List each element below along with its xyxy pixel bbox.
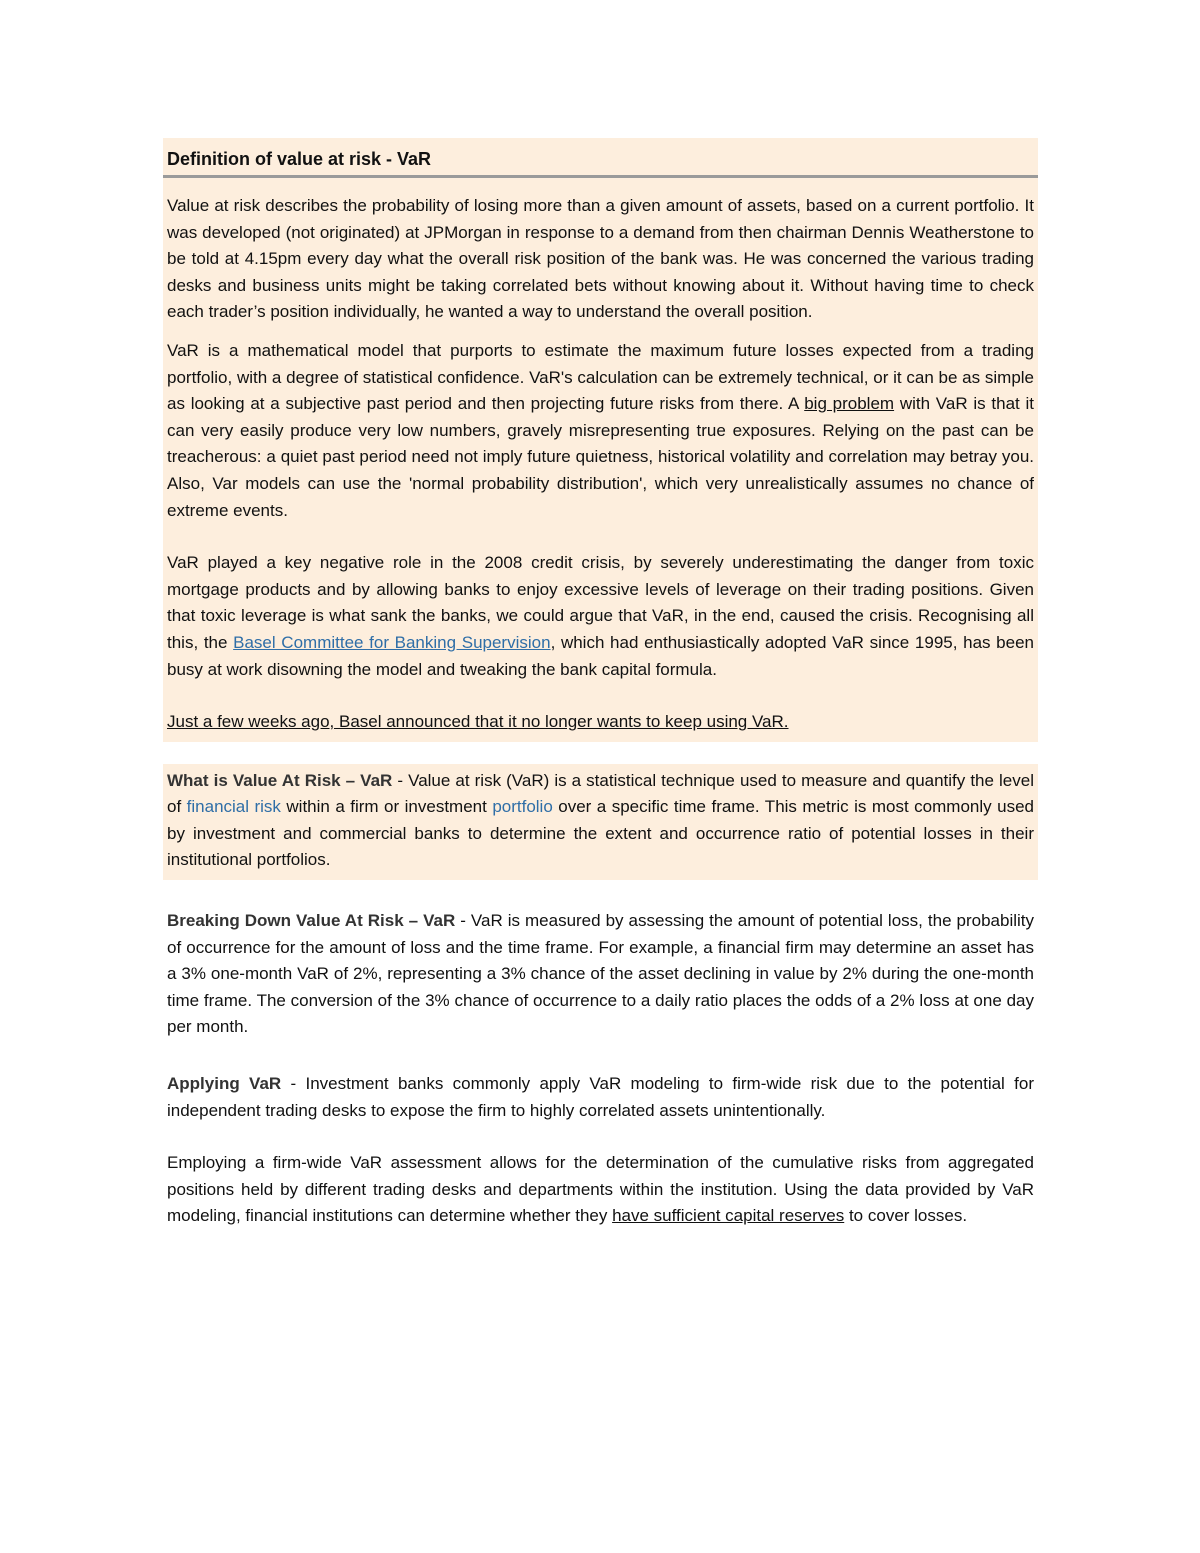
section-heading: Breaking Down Value At Risk – VaR [167, 911, 456, 931]
financial-risk-link[interactable]: financial risk [186, 797, 281, 817]
section-heading: What is Value At Risk – VaR [167, 770, 393, 790]
paragraph-firm-wide [163, 1150, 1038, 1230]
paragraph-text: VaR played a key negative role in the 2008 credit crisis, by severely underestimating the danger from toxic mortgage products and by allowing banks to enjoy excessive levels of leverage on their trading positions. Given that toxic leverage is what sank the banks, we could argue that VaR, in the end, caused the crisis. Recognising all this, the [167, 553, 1034, 652]
paragraph-applying-var [163, 1071, 1038, 1124]
paragraph-text: with VaR is that it can very easily produce very low numbers, gravely misrepresenting true exposures. Relying on the past can be treacherous: a quiet past period need not imply future quietness, historical volatility and correlation may betray you. Also, Var models can use the 'normal probability distribution', which very unrealistically assumes no chance of extreme events. [167, 394, 1035, 520]
paragraph-var-model [167, 338, 1034, 524]
paragraph-text: within a firm or investment [280, 797, 493, 817]
paragraph-breaking-down [163, 908, 1038, 1041]
title-block [163, 138, 1038, 178]
highlighted-section [163, 178, 1038, 742]
document-page [163, 138, 1038, 1230]
paragraph-text: - VaR is measured by assessing the amount of potential loss, the probability of occurrence for the amount of loss and the time frame. For example, a financial firm may determine an asset has a 3% one-month VaR of 2%, representing a 3% chance of the asset declining in value by 2% during the one-month time frame. The conversion of the 3% chance of occurrence to a daily ratio places the odds of a 2% loss at one day per month. [167, 911, 1035, 1037]
paragraph-text: to cover losses. [844, 1206, 968, 1226]
big-problem-link[interactable]: big problem [804, 394, 895, 414]
what-is-var-section [163, 764, 1038, 880]
paragraph-text: VaR is a mathematical model that purports to estimate the maximum future losses expected from a trading portfolio, with a degree of statistical confidence. VaR's calculation can be extremely technical, or it can be as simple as looking at a subjective past period and then projecting future risks from there. A [167, 340, 1034, 414]
paragraph-text: over a specific time frame. This metric is most commonly used by investment and commercial banks to determine the extent and occurrence ratio of potential losses in their institutional portfolios. [167, 797, 1034, 870]
paragraph-basel-announcement: Just a few weeks ago, Basel announced that it no longer wants to keep using VaR. [167, 712, 789, 732]
paragraph-var-origin: Value at risk describes the probability of losing more than a given amount of assets, based on a current portfolio. It was developed (not originated) at JPMorgan in response to a demand from then chairman Dennis Weatherstone to be told at 4.15pm every day what the overall risk position of the bank was. He was concerned the various trading desks and business units might be taking correlated bets without knowing about it. Without having time to check each trader’s position individually, he wanted a way to understand the overall position. [167, 196, 1034, 322]
paragraph-text: , which had enthusiastically adopted VaR since 1995, has been busy at work disowning the model and tweaking the bank capital formula. [167, 632, 1034, 679]
capital-reserves-link[interactable]: have sufficient capital reserves [612, 1206, 845, 1226]
basel-committee-link[interactable]: Basel Committee for Banking Supervision [233, 632, 551, 652]
paragraph-credit-crisis [167, 550, 1034, 683]
paragraph-what-is-var [167, 768, 1034, 874]
paragraph-text: - Value at risk (VaR) is a statistical technique used to measure and quantify the level of [167, 770, 1034, 817]
paragraph-text: Employing a firm-wide VaR assessment allows for the determination of the cumulative risks from aggregated positions held by different trading desks and departments within the institution. Using the data provided by VaR modeling, financial institutions can determine whether they [167, 1153, 1034, 1226]
portfolio-link[interactable]: portfolio [492, 797, 553, 817]
paragraph-text: - Investment banks commonly apply VaR modeling to firm-wide risk due to the potential for independent trading desks to expose the firm to highly correlated assets unintentionally. [167, 1074, 1034, 1120]
section-heading: Applying VaR [167, 1074, 282, 1094]
document-title: Definition of value at risk - VaR [167, 149, 432, 169]
